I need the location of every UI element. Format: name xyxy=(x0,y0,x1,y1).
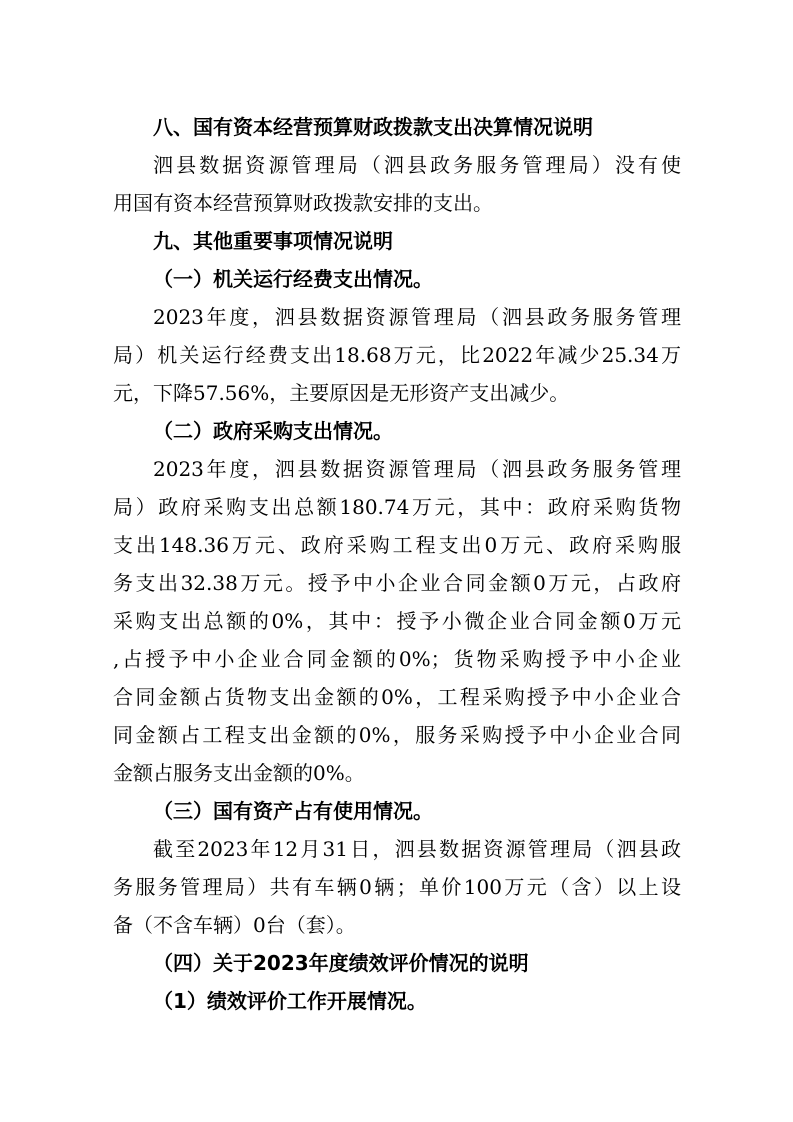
subsection-title-3: （三）国有资产占有使用情况。 xyxy=(153,799,433,823)
paragraph-line: 局）机关运行经费支出18.68万元，比2022年减少25.34万 xyxy=(113,343,681,367)
section-heading-9: 九、其他重要事项情况说明 xyxy=(153,229,393,253)
paragraph-line: 务支出32.38万元。授予中小企业合同金额0万元，占政府 xyxy=(113,571,681,595)
paragraph-line: ,占授予中小企业合同金额的0%；货物采购授予中小企业 xyxy=(113,647,681,671)
paragraph-line: 金额占服务支出金额的0%。 xyxy=(113,761,365,785)
paragraph-line: 同金额占工程支出金额的0%，服务采购授予中小企业合同 xyxy=(113,723,681,747)
paragraph-line: 2023年度，泗县数据资源管理局（泗县政务服务管理 xyxy=(153,305,681,329)
paragraph-line: 元，下降57.56%，主要原因是无形资产支出减少。 xyxy=(113,381,570,405)
paragraph-line: 支出148.36万元、政府采购工程支出0万元、政府采购服 xyxy=(113,533,681,557)
paragraph-line: 采购支出总额的0%，其中：授予小微企业合同金额0万元 xyxy=(113,609,681,633)
document-body xyxy=(113,108,681,1020)
section-heading-8: 八、国有资本经营预算财政拨款支出决算情况说明 xyxy=(153,115,593,139)
subsection-title-4-1: （1）绩效评价工作开展情况。 xyxy=(153,989,427,1013)
subsection-title-1: （一）机关运行经费支出情况。 xyxy=(153,267,433,291)
paragraph-line: 务服务管理局）共有车辆0辆；单价100万元（含）以上设 xyxy=(113,875,681,899)
subsection-title-2: （二）政府采购支出情况。 xyxy=(153,419,393,443)
paragraph-line: 泗县数据资源管理局（泗县政务服务管理局）没有使 xyxy=(153,153,681,177)
subsection-title-4: （四）关于2023年度绩效评价情况的说明 xyxy=(153,951,529,975)
paragraph-line: 截至2023年12月31日，泗县数据资源管理局（泗县政 xyxy=(153,837,681,861)
paragraph-line: 2023年度，泗县数据资源管理局（泗县政务服务管理 xyxy=(153,457,681,481)
paragraph-line: 合同金额占货物支出金额的0%，工程采购授予中小企业合 xyxy=(113,685,681,709)
paragraph-line: 用国有资本经营预算财政拨款安排的支出。 xyxy=(113,191,493,215)
paragraph-line: 备（不含车辆）0台（套）。 xyxy=(113,913,356,937)
paragraph-line: 局）政府采购支出总额180.74万元，其中：政府采购货物 xyxy=(113,495,681,519)
